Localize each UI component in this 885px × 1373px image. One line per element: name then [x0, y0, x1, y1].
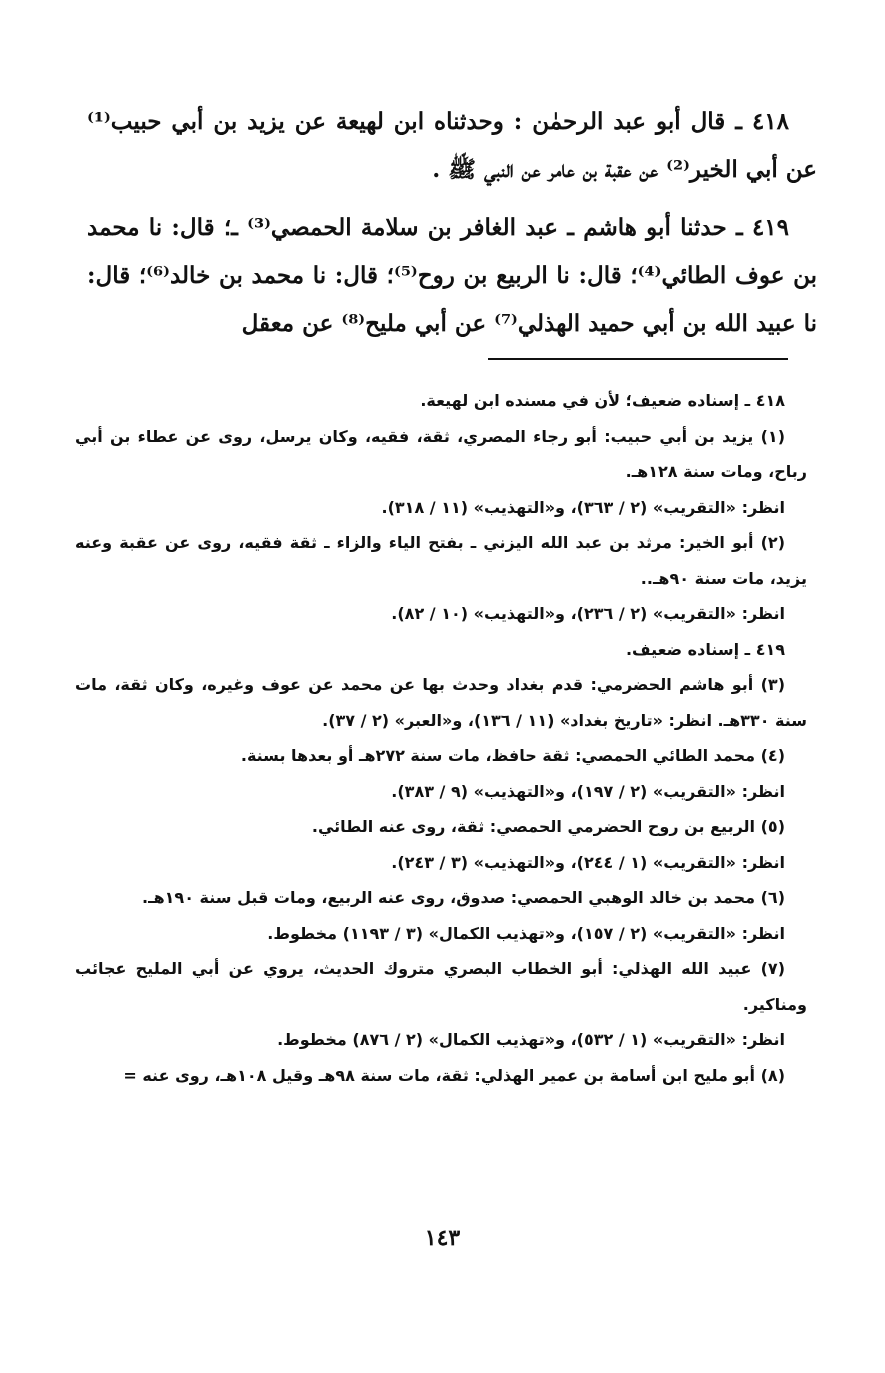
footnote-line: انظر: «التقريب» (٢ / ٣٦٣)، و«التهذيب» (١١ / ٣١٨). — [381, 497, 785, 517]
footnote-line: ٤١٨ ـ إسناده ضعيف؛ لأن في مسنده ابن لهيعة. — [420, 391, 785, 410]
hadith-418: ٤١٨ ـ قال أبو عبد الرحمٰن : وحدثناه ابن لهيعة عن يزيد بن أبي حبيب⁽¹⁾ عن أبي الخير⁽²⁾ عن عقبة بن عامر عن النبي ﷺ . — [87, 108, 817, 183]
footnote-line: (٢) أبو الخير: مرثد بن عبد الله اليزني ـ بفتح الياء والزاء ـ ثقة فقيه، روى عن عقبة وعنه يزيد، مات سنة ٩٠هـ.. — [75, 533, 807, 588]
footnote-line: انظر: «التقريب» (٢ / ٢٣٦)، و«التهذيب» (١٠ / ٨٢). — [391, 604, 785, 623]
footnote-line: انظر: «التقريب» (٢ / ١٩٧)، و«التهذيب» (٩ / ٣٨٣). — [391, 781, 785, 801]
footnotes — [75, 383, 807, 1093]
footnote-line: (٨) أبو مليح ابن أسامة بن عمير الهذلي: ثقة، مات سنة ٩٨هـ وقيل ١٠٨هـ، روى عنه = — [123, 1065, 785, 1085]
footnote-line: (٧) عبيد الله الهذلي: أبو الخطاب البصري متروك الحديث، يروي عن أبي المليح عجائب ومناكير. — [75, 959, 807, 1014]
main-text — [87, 98, 817, 358]
footnote-divider — [488, 358, 788, 360]
footnote-line: انظر: «التقريب» (٢ / ١٥٧)، و«تهذيب الكمال» (٣ / ١١٩٣) مخطوط. — [267, 923, 785, 943]
footnote-line: (٥) الربيع بن روح الحضرمي الحمصي: ثقة، روى عنه الطائي. — [311, 817, 785, 836]
footnote-line: (١) يزيد بن أبي حبيب: أبو رجاء المصري، ثقة، فقيه، وكان يرسل، روى عن عطاء بن أبي رباح، ومات سنة ١٢٨هـ. — [75, 426, 807, 481]
hadith-419: ٤١٩ ـ حدثنا أبو هاشم ـ عبد الغافر بن سلامة الحمصي⁽³⁾ ـ؛ قال: نا محمد بن عوف الطائي⁽⁴⁾؛ قال: نا الربيع بن روح⁽⁵⁾؛ قال: نا محمد بن خالد⁽⁶⁾؛ قال: نا عبيد الله بن أبي حميد الهذلي⁽⁷⁾ عن أبي مليح⁽⁸⁾ عن معقل — [87, 214, 817, 337]
footnote-line: انظر: «التقريب» (١ / ٥٣٢)، و«تهذيب الكمال» (٢ / ٨٧٦) مخطوط. — [277, 1030, 785, 1049]
footnote-line: (٦) محمد بن خالد الوهبي الحمصي: صدوق، روى عنه الربيع، ومات قبل سنة ١٩٠هـ. — [142, 888, 785, 907]
page-number: ١٤٣ — [424, 1225, 461, 1251]
footnote-line: انظر: «التقريب» (١ / ٢٤٤)، و«التهذيب» (٣ / ٢٤٣). — [391, 852, 785, 872]
footnote-line: (٣) أبو هاشم الحضرمي: قدم بغداد وحدث بها عن محمد عن عوف وغيره، وكان ثقة، مات سنة ٣٣٠هـ. انظر: «تاريخ بغداد» (١١ / ١٣٦)، و«العبر» (٢ / ٣٧). — [75, 675, 807, 730]
footnote-line: ٤١٩ ـ إسناده ضعيف. — [625, 639, 785, 659]
footnote-line: (٤) محمد الطائي الحمصي: ثقة حافظ، مات سنة ٢٧٢هـ أو بعدها بسنة. — [240, 746, 785, 765]
